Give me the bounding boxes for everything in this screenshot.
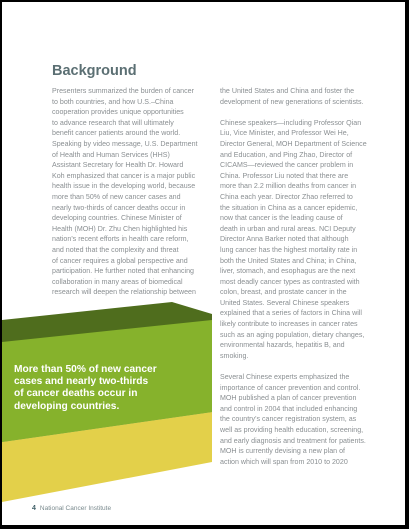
footer-org: National Cancer Institute <box>39 505 112 512</box>
paragraph: Chinese speakers—including Professor Qian Liu, Vice Minister, and Professor Wei He, Director General, MOH Department of Science and Education, and Ping Zhao, Director of CICAMS—reviewed the cancer problem in China. Professor Liu noted that there are more than 2.2 million deaths from cancer in China each year. Director Zhao referred to the situation in China as a cancer epidemic, now that cancer is the leading cause of death in urban and rural areas. NCI Deputy Director Anna Barker noted that although lung cancer has the highest mortality rate in both the United States and China; in China, liver, stomach, and esophagus are the next most deadly cancer types as contrasted with colon, breast, and prostate cancer in the United States. Several Chinese speakers explained that a series of factors in China will likely contribute to increases in cancer rates such as an aging population, dietary changes, environmental hazards, hepatitis B, and smoking. <box>220 118 367 360</box>
paragraph: the United States and China and foster the development of new generations of scientists. <box>220 87 364 106</box>
callout-graphic <box>2 2 405 525</box>
paragraph: Presenters summarized the burden of cancer to both countries, and how U.S.–China cooperation provides unique opportunities to advance research that will ultimately benefit cancer patients around the world. Speaking by video message, U.S. Department of Health and Human Services (HHS) Assistant Secretary for Health Dr. Howard Koh emphasized that cancer is a major public health issue in the developing world, because more than 50% of new cancer cases and nearly two-thirds of cancer deaths occur in developing countries. Chinese Minister of Health (MOH) Dr. Zhu Chen highlighted his nation's recent efforts in health care reform, and noted that the complexity and threat of cancer requires a global perspective and participation. He further noted that enhancing collaboration in many areas of biomedical research will deepen the relationship between <box>52 87 198 297</box>
page-number: 4 <box>32 505 36 512</box>
paragraph: Several Chinese experts emphasized the importance of cancer prevention and control. MOH published a plan of cancer prevention and control in 2004 that included enhancing the country's cancer registration system, as well as providing health education, screening, and early diagnosis and treatment for patients. MOH is currently devising a new plan of action which will span from 2010 to 2020 <box>220 373 366 466</box>
callout-text: More than 50% of new cancer cases and nearly two-thirds of cancer deaths occur in developing countries. <box>14 364 157 412</box>
page-footer <box>32 505 111 512</box>
section-heading: Background <box>52 63 137 79</box>
document-page <box>2 2 405 525</box>
